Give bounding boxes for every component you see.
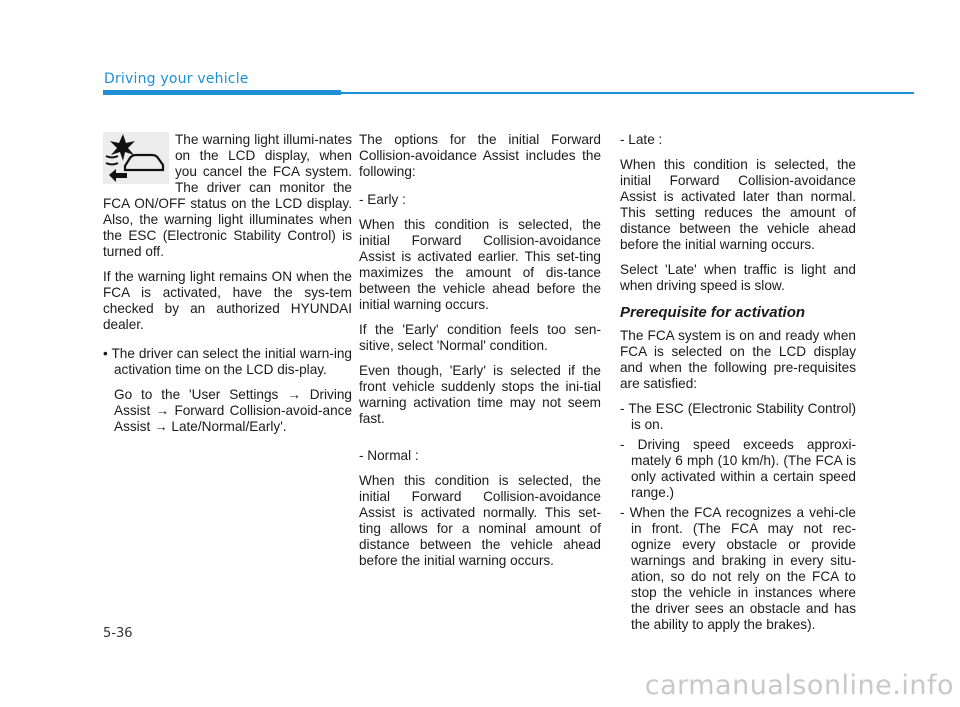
column-2 <box>359 132 601 578</box>
early-label: - Early : <box>359 192 406 207</box>
column-1 <box>103 132 352 444</box>
early-note-1: If the 'Early' condition feels too sen-sitive, select 'Normal' condition. <box>359 322 601 353</box>
normal-label: - Normal : <box>359 448 419 463</box>
bullet-sub-text: Go to the 'User Settings → Driving Assist → Forward Collision-avoid-ance Assist → Late/Normal/Early'. <box>114 387 352 434</box>
page-number: 5-36 <box>103 626 133 641</box>
bullet-item: • The driver can select the initial warn-ing activation time on the LCD dis-play. <box>103 346 352 377</box>
late-note: Select 'Late' when traffic is light and when driving speed is slow. <box>620 262 856 293</box>
header-rule-thin <box>341 92 914 94</box>
watermark: carmanualsonline.info <box>644 670 954 701</box>
prerequisite-item: - When the FCA recognizes a vehi-cle in front. (The FCA may not rec-ognize every obstacle or provide warnings and braking in every situ-ation, so do not rely on the FCA to stop the vehicle in instances where the driver sees an obstacle and has the ability to apply the brakes). <box>620 505 856 632</box>
fca-warning-icon <box>103 132 169 184</box>
warning-light-paragraph: The warning light illumi-nates on the LCD display, when you cancel the FCA system. The driver can monitor the FCA ON/OFF status on the LCD display. Also, the warning light illuminates when the ESC (Electronic Stability Control) is turned off. <box>103 132 352 259</box>
prerequisite-item: - Driving speed exceeds approxi-mately 6 mph (10 km/h). (The FCA is only activated within a certain speed range.) <box>620 437 856 500</box>
late-label: - Late : <box>620 132 663 147</box>
options-intro: The options for the initial Forward Collision-avoidance Assist includes the following: <box>359 132 601 179</box>
early-note-2: Even though, 'Early' is selected if the front vehicle suddenly stops the ini-tial warning activation time may not seem fast. <box>359 363 601 426</box>
early-text: When this condition is selected, the initial Forward Collision-avoidance Assist is activated earlier. This set-ting maximizes the amount of dis-tance between the vehicle ahead before the initial warning occurs. <box>359 217 601 312</box>
prerequisite-item: - The ESC (Electronic Stability Control) is on. <box>620 401 856 432</box>
prerequisite-heading: Prerequisite for activation <box>620 304 806 321</box>
dealer-paragraph: If the warning light remains ON when the FCA is activated, have the sys-tem checked by an authorized HYUNDAI dealer. <box>103 269 352 332</box>
section-title: Driving your vehicle <box>104 71 249 87</box>
prerequisite-intro: The FCA system is on and ready when FCA is selected on the LCD display and when the following pre-requisites are satisfied: <box>620 328 856 391</box>
column-3 <box>620 132 856 642</box>
normal-text: When this condition is selected, the initial Forward Collision-avoidance Assist is activated normally. This set-ting allows for a nominal amount of distance between the vehicle ahead before the initial warning occurs. <box>359 473 601 568</box>
late-text: When this condition is selected, the initial Forward Collision-avoidance Assist is activated later than normal. This setting reduces the amount of distance between the vehicle ahead before the initial warning occurs. <box>620 157 856 252</box>
header-rule-thick <box>103 90 341 95</box>
